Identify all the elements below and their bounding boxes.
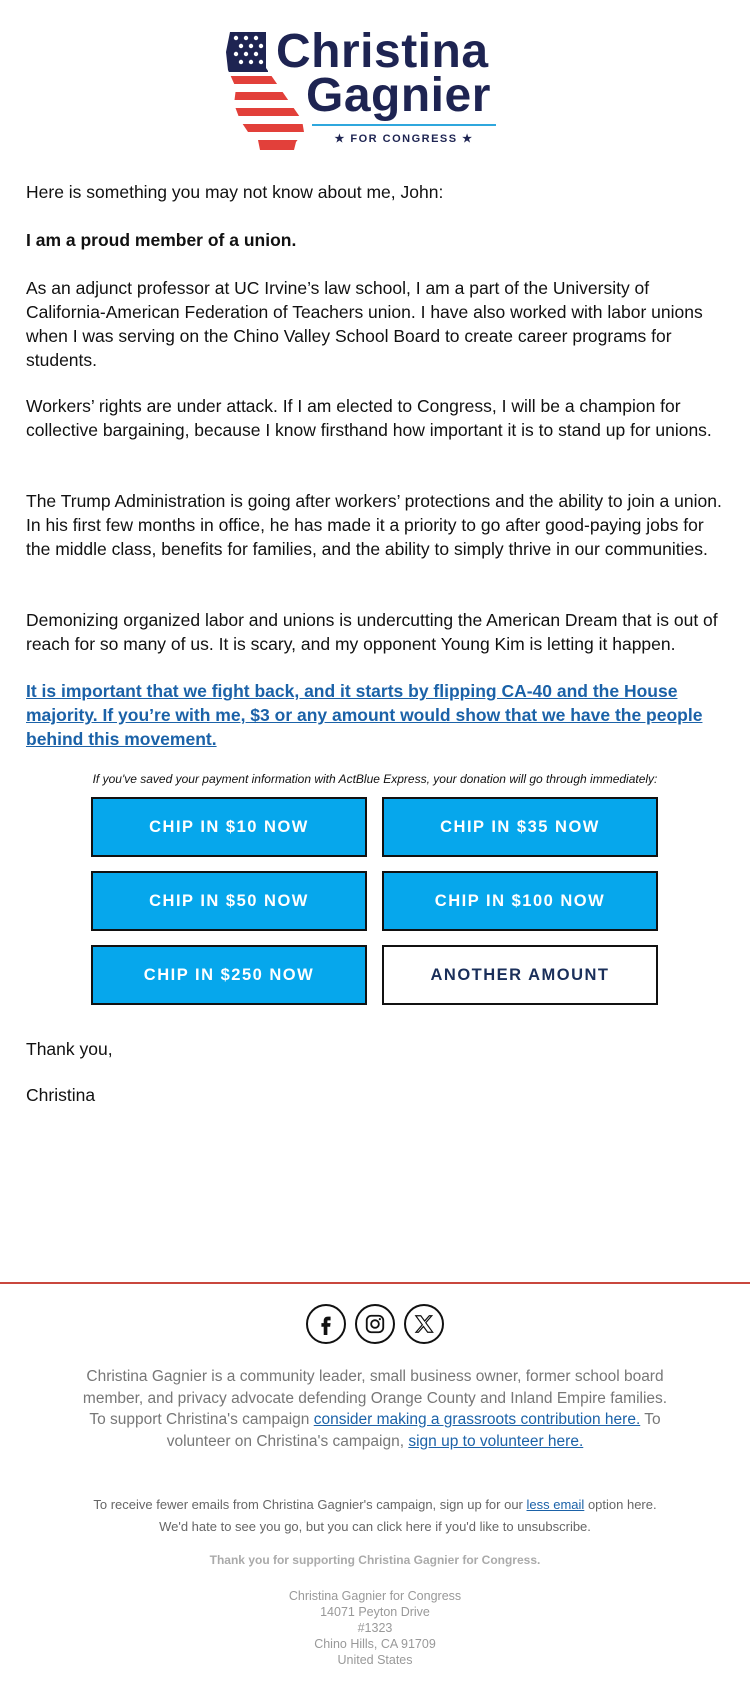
paragraph-workers-rights: Workers’ rights are under attack. If I am elected to Congress, I will be a champion for collective bargaining, because I know firsthand how important it is to stand up for unions.	[26, 396, 712, 440]
x-icon[interactable]	[404, 1304, 444, 1344]
address-unit: #1323	[357, 1621, 393, 1635]
another-amount-button[interactable]: ANOTHER AMOUNT	[382, 945, 658, 1005]
facebook-icon[interactable]	[306, 1304, 346, 1344]
footer-volunteer-text: To volunteer on Christina's campaign,	[166, 1411, 661, 1450]
chip-in-10-button[interactable]: CHIP IN $10 NOW	[91, 797, 367, 857]
support-thanks: Thank you for supporting Christina Gagnier for Congress.	[209, 1553, 541, 1567]
fewer-emails-text: To receive fewer emails from Christina Gagnier's campaign, sign up for our	[93, 1497, 523, 1512]
fewer-emails-notice	[80, 1494, 670, 1538]
chip-in-100-button[interactable]: CHIP IN $100 NOW	[382, 871, 658, 931]
greeting: Here is something you may not know about me, John:	[26, 182, 444, 202]
actblue-express-note: If you've saved your payment information with ActBlue Express, your donation will go through immediately:	[92, 772, 658, 786]
address-country: United States	[337, 1653, 413, 1667]
address-org: Christina Gagnier for Congress	[288, 1589, 462, 1603]
logo-rule	[312, 124, 496, 126]
logo-first-name: Christina	[276, 25, 489, 78]
footer-divider	[0, 1282, 750, 1284]
logo-last-name: Gagnier	[306, 69, 491, 122]
chip-in-250-button[interactable]: CHIP IN $250 NOW	[91, 945, 367, 1005]
paragraph-demonizing: Demonizing organized labor and unions is undercutting the American Dream that is out of reach for so many of us. It is scary, and my opponent Young Kim is letting it happen.	[26, 610, 718, 654]
footer-bio	[80, 1366, 670, 1452]
unsubscribe-text[interactable]: option here. We'd hate to see you go, but you can click here if you'd like to unsubscribe.	[159, 1497, 657, 1534]
address-city: Chino Hills, CA 91709	[314, 1637, 436, 1651]
x-glyph	[413, 1313, 435, 1335]
union-statement: I am a proud member of a union.	[26, 230, 297, 250]
mailing-address	[0, 1588, 750, 1668]
chip-in-35-button[interactable]: CHIP IN $35 NOW	[382, 797, 658, 857]
paragraph-trump-admin: The Trump Administration is going after workers’ protections and the ability to join a union. In his first few months in office, he has made it a priority to go after good-paying jobs for the middle class, benefits for families, and the ability to simply thrive in our communities.	[26, 491, 722, 559]
donate-cta-link[interactable]: It is important that we fight back, and it starts by flipping CA-40 and the House majority. If you’re with me, $3 or any amount would show that we have the people behind this movement.	[26, 681, 703, 749]
instagram-icon[interactable]	[355, 1304, 395, 1344]
signoff-thanks: Thank you,	[26, 1039, 113, 1059]
campaign-logo	[224, 25, 522, 152]
signoff-name: Christina	[26, 1085, 96, 1105]
instagram-glyph	[364, 1313, 386, 1335]
paragraph-adjunct: As an adjunct professor at UC Irvine’s law school, I am a part of the University of California-American Federation of Teachers union. I have also worked with labor unions when I was serving on the Chino Valley School Board to create career programs for students.	[26, 278, 703, 370]
logo-subtitle: ★ FOR CONGRESS ★	[334, 133, 474, 145]
address-street: 14071 Peyton Drive	[320, 1605, 430, 1619]
chip-in-50-button[interactable]: CHIP IN $50 NOW	[91, 871, 367, 931]
facebook-glyph	[315, 1313, 337, 1335]
logo-wordmark	[276, 25, 491, 122]
footer-bio-text: Christina Gagnier is a community leader, small business owner, former school board member, and privacy advocate defending Orange County and Inland Empire families. To support Christina's campaign	[82, 1368, 668, 1428]
less-email-link[interactable]: less email	[526, 1497, 585, 1512]
volunteer-link[interactable]: sign up to volunteer here.	[408, 1432, 584, 1450]
contribute-link[interactable]: consider making a grassroots contribution here.	[313, 1411, 641, 1428]
